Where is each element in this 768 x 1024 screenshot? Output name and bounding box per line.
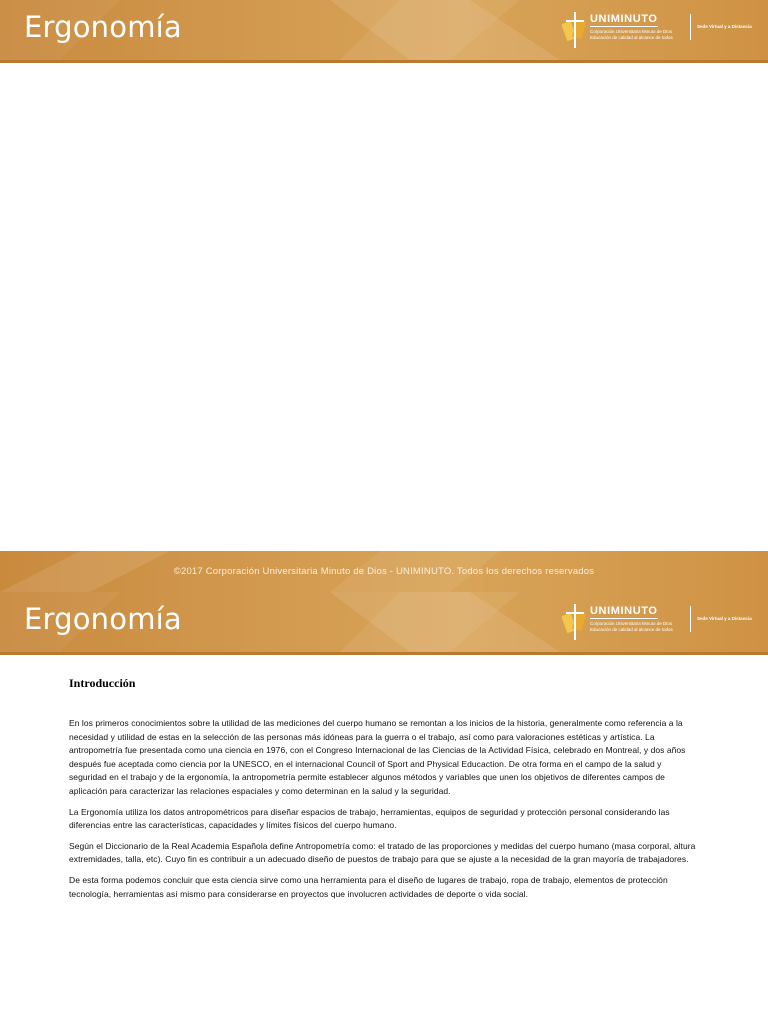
logo-divider — [690, 14, 691, 40]
page-header-banner — [0, 0, 768, 63]
logo-tagline: Educación de calidad al alcance de todos — [590, 627, 673, 632]
uniminuto-emblem-icon — [562, 12, 588, 48]
logo-tagline: Educación de calidad al alcance de todos — [590, 35, 673, 40]
paragraph: En los primeros conocimientos sobre la utilidad de las mediciones del cuerpo humano se remontan a los inicios de la historia, generalmente como referencia a la necesidad y utilidad de estas en la selección de las personas más idóneas para la guerra o el trabajo, así como para valoraciones estéticas y artística. La antropometría fue presentada como una ciencia en 1976, con el Congreso Internacional de las Ciencias de la Actividad Física, celebrado en Montreal, y dos años después fue aceptada como ciencia por la UNESCO, en el internacional Council of Sport and Physical Educaction. De otra forma en el campo de la salud y seguridad en el trabajo y de la ergonomía, la antropometría permite establecer algunos métodos y variables que unen los objetivos de diferentes campos de aplicación para caracterizar las relaciones espaciales y como determinan en la salud y la seguridad. — [69, 718, 686, 796]
course-title: Ergonomía — [24, 10, 182, 44]
logo-wordmark: UNIMINUTO — [590, 605, 658, 617]
uniminuto-logo — [562, 12, 758, 48]
copyright-text: ©2017 Corporación Universitaria Minuto de Dios - UNIMINUTO. Todos los derechos reservados — [173, 566, 595, 577]
page-header-banner — [0, 592, 768, 655]
logo-sede: Sede Virtual y a Distancia — [697, 24, 752, 29]
uniminuto-emblem-icon — [562, 604, 588, 640]
logo-subtitle: Corporación Universitaria Minuto de Dios — [590, 29, 673, 34]
paragraph: De esta forma podemos concluir que esta ciencia sirve como una herramienta para el diseño de lugares de trabajo, ropa de trabajo, elementos de protección tecnología, herramientas así mismo para considerarse en proyectos que involucren actividades de deporte o vida social. — [69, 874, 668, 899]
logo-wordmark: UNIMINUTO — [590, 13, 658, 25]
section-heading: Introducción — [69, 676, 136, 690]
course-title: Ergonomía — [24, 602, 182, 636]
logo-sede: Sede Virtual y a Distancia — [697, 616, 752, 621]
document-body — [69, 676, 699, 908]
logo-divider — [690, 606, 691, 632]
paragraph: Según el Diccionario de la Real Academia Española define Antropometría como: el tratado de las proporciones y medidas del cuerpo humano (masa corporal, altura extremidades, talla, etc). Cuyo fin es contribuir a un adecuado diseño de puestos de trabajo para que se ajuste a la necesidad de la gran mayoría de trabajadores. — [69, 840, 696, 865]
paragraph: La Ergonomía utiliza los datos antropométricos para diseñar espacios de trabajo, herramientas, equipos de seguridad y protección personal considerando las diferencias entre las características, capacidades y límites físicos del cuerpo humano. — [69, 806, 670, 831]
uniminuto-logo — [562, 604, 758, 640]
logo-subtitle: Corporación Universitaria Minuto de Dios — [590, 621, 673, 626]
page-footer-banner — [0, 551, 768, 592]
